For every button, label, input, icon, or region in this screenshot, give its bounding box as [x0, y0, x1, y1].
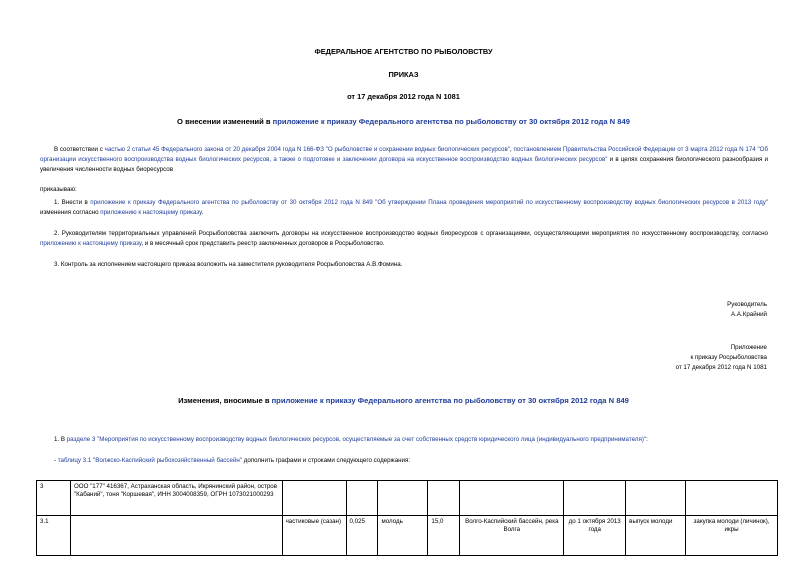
table-cell [460, 481, 564, 516]
changes-title [0, 396, 807, 405]
preamble-resolution-link[interactable]: постановлением Правительства Российской Федерации от 3 марта 2012 года N 174 "Об организации искусственного воспроизводства водных биологических ресурсов, а также о подготовке и заключении договора на искусственное воспроизводство водных биологических ресурсов" [40, 146, 769, 163]
order-title-link[interactable]: приложение к приказу Федерального агентства по рыболовству от 30 октября 2012 года N 849 [272, 117, 630, 126]
appendix-order-ref: к приказу Росрыболовства [690, 354, 767, 361]
preamble-text-1: В соответствии с [54, 146, 105, 153]
changes-title-prefix: Изменения, вносимые в [178, 396, 272, 405]
table-cell [346, 481, 378, 516]
table-cell: 3.1 [37, 516, 71, 556]
agency-name: ФЕДЕРАЛЬНОЕ АГЕНТСТВО ПО РЫБОЛОВСТВУ [314, 47, 493, 56]
table-cell [564, 481, 626, 516]
preamble-text-3: и в целях сохранения биологического разнообразия и увеличения численности водных биоресурсов [40, 156, 769, 173]
item-1-text-1: 1. Внести в [54, 199, 91, 206]
change-1-section-link[interactable]: разделе 3 "Мероприятия по искусственному воспроизводству водных биологических ресурсов, осуществляемые за счет собственных средств юридического лица (индивидуального предпринимателя)" [66, 436, 647, 443]
item-2-text-2: , и в месячный срок представить реестр заключенных договоров в Росрыболовство. [141, 240, 385, 247]
changes-table [36, 480, 778, 556]
table-cell: выпуск молоди [626, 516, 686, 556]
order-date: от 17 декабря 2012 года N 1081 [347, 92, 460, 101]
change-1-text-2: : [646, 436, 648, 443]
item-3: 3. Контроль за исполнением настоящего приказа возложить на заместителя руководителя Росрыболовства А.В.Фомина. [54, 261, 403, 268]
table-cell: молодь [378, 516, 428, 556]
table-cell [282, 481, 346, 516]
signature-name: А.А.Крайний [731, 311, 767, 318]
table-cell: до 1 октября 2013 года [564, 516, 626, 556]
table-cell [686, 481, 778, 516]
change-1-sub-text-1: - [54, 457, 58, 464]
item-1-annex-link[interactable]: приложению к настоящему приказу [100, 209, 202, 216]
table-cell: частиковые (сазан) [282, 516, 346, 556]
change-1 [40, 435, 768, 445]
item-1-appendix-link[interactable]: приложение к приказу Федерального агентства по рыболовству от 30 октября 2012 года N 849 "Об утверждении Плана проведения мероприятий по искусственному воспроизводству водных биологических ресурсов в 2013 году" [90, 199, 768, 206]
table-cell [428, 481, 460, 516]
item-2-text-1: 2. Руководителям территориальных управлений Росрыболовства заключить договоры на искусственное воспроизводство водных биоресурсов с организациями, осуществляющими мероприятия по искусственному воспроизводству, согласно [54, 230, 768, 237]
preamble-text-2: , [509, 146, 514, 153]
preamble-law-link[interactable]: частью 2 статьи 45 Федерального закона от 20 декабря 2004 года N 166-ФЗ "О рыболовстве и сохранении водных биологических ресурсов" [104, 146, 510, 153]
change-1-table-link[interactable]: таблицу 3.1 "Волжско-Каспийский рыбохозяйственный бассейн" [57, 457, 243, 464]
table-cell: закупка молоди (личинок), икры [686, 516, 778, 556]
item-1 [40, 198, 768, 218]
table-cell [626, 481, 686, 516]
item-2-annex-link[interactable]: приложению к настоящему приказу [40, 240, 142, 247]
preamble-paragraph [40, 145, 768, 175]
table-cell [378, 481, 428, 516]
change-1-text-1: 1. В [54, 436, 67, 443]
appendix-date: от 17 декабря 2012 года N 1081 [675, 364, 767, 371]
table-cell: 0,025 [346, 516, 378, 556]
order-title-prefix: О внесении изменений в [177, 117, 273, 126]
change-1-sub-text-2: дополнить графами и строками следующего содержания: [242, 457, 411, 464]
table-cell [70, 516, 282, 556]
table-row [37, 516, 778, 556]
item-1-text-3: . [201, 209, 204, 216]
appendix-label: Приложение [730, 344, 767, 351]
order-word: приказываю: [40, 186, 77, 193]
order-title [0, 117, 807, 126]
table-cell: 15,0 [428, 516, 460, 556]
table-row [37, 481, 778, 516]
table-cell: ООО "177" 416367, Астраханская область, Икрянинский район, остров "Кабаний", тоня "Коршевая", ИНН 3004008359, ОГРН 1073021000293 [70, 481, 282, 516]
changes-title-link[interactable]: приложение к приказу Федерального агентства по рыболовству от 30 октября 2012 года N 849 [271, 396, 629, 405]
item-2 [40, 229, 768, 249]
table-cell: Волго-Каспийский бассейн, река Волга [460, 516, 564, 556]
doc-type: ПРИКАЗ [388, 70, 419, 79]
signature-position: Руководитель [727, 301, 767, 308]
item-1-text-2: изменения согласно [40, 209, 101, 216]
table-cell: 3 [37, 481, 71, 516]
change-1-sub [40, 456, 768, 466]
